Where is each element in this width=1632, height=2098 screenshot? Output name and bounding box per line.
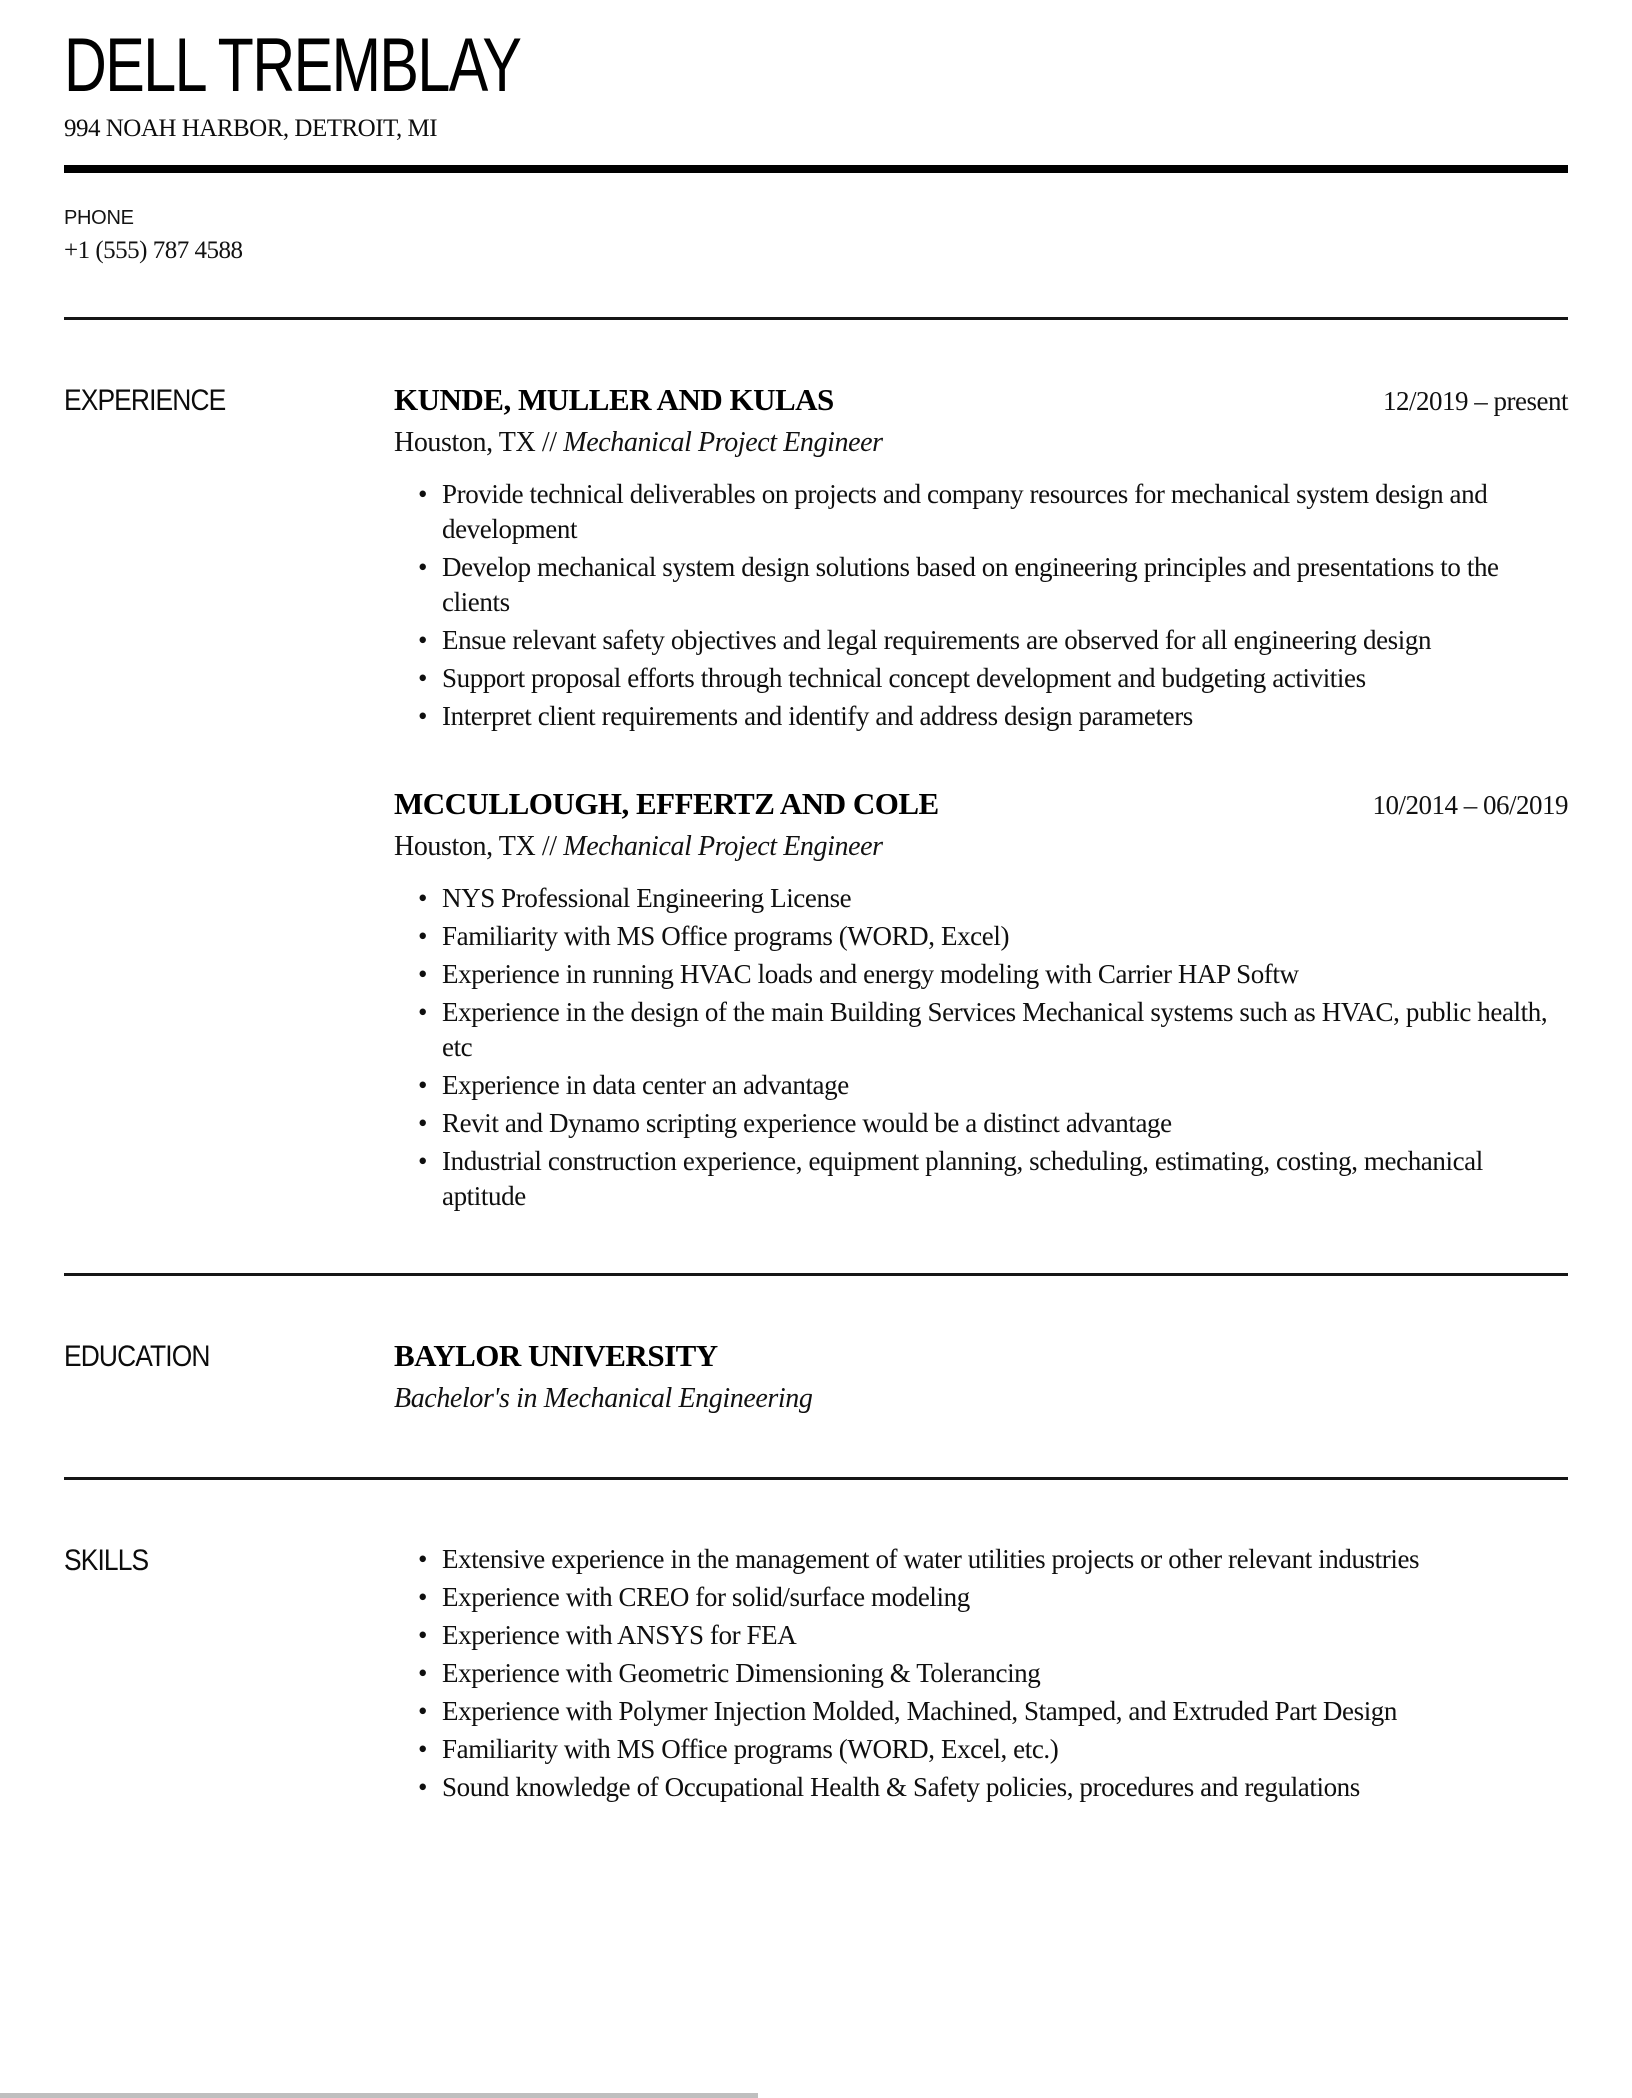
skill-item: • Experience with CREO for solid/surface modeling bbox=[394, 1580, 1568, 1615]
person-name: DELL TREMBLAY bbox=[64, 23, 521, 108]
employment-dates: 12/2019 – present bbox=[1383, 386, 1568, 417]
responsibility-item: • Develop mechanical system design solutions based on engineering principles and presentations to the clients bbox=[394, 550, 1568, 620]
page-boundary-artifact bbox=[0, 2093, 758, 2098]
education-section-label: EDUCATION bbox=[64, 1340, 210, 1374]
skill-item: • Familiarity with MS Office programs (WORD, Excel, etc.) bbox=[394, 1732, 1568, 1767]
experience-entries bbox=[394, 382, 1568, 1217]
responsibility-item: • Interpret client requirements and identify and address design parameters bbox=[394, 699, 1568, 734]
entry-header bbox=[394, 786, 1568, 822]
job-title: Mechanical Project Engineer bbox=[563, 427, 883, 459]
section-skills bbox=[64, 1480, 1568, 1808]
responsibility-item: • Industrial construction experience, equipment planning, scheduling, estimating, costing, mechanical aptitude bbox=[394, 1144, 1568, 1214]
responsibility-item: • Revit and Dynamo scripting experience would be a distinct advantage bbox=[394, 1106, 1568, 1141]
employment-dates: 10/2014 – 06/2019 bbox=[1372, 790, 1568, 821]
school-name: BAYLOR UNIVERSITY bbox=[394, 1338, 718, 1374]
responsibility-item: • Experience in the design of the main Building Services Mechanical systems such as HVAC, public health, etc bbox=[394, 995, 1568, 1065]
experience-entry bbox=[394, 786, 1568, 1214]
job-location: Houston, TX // bbox=[394, 831, 564, 863]
section-experience bbox=[64, 320, 1568, 1273]
job-location: Houston, TX // bbox=[394, 427, 564, 459]
responsibility-item: • Provide technical deliverables on projects and company resources for mechanical system design and development bbox=[394, 477, 1568, 547]
company-name: KUNDE, MULLER AND KULAS bbox=[394, 382, 834, 418]
resume-header bbox=[64, 23, 1568, 143]
company-name: MCCULLOUGH, EFFERTZ AND COLE bbox=[394, 786, 939, 822]
experience-entry bbox=[394, 382, 1568, 734]
responsibility-item: • Experience in running HVAC loads and energy modeling with Carrier HAP Softw bbox=[394, 957, 1568, 992]
responsibility-item: • Experience in data center an advantage bbox=[394, 1068, 1568, 1103]
skill-item: • Experience with Geometric Dimensioning & Tolerancing bbox=[394, 1656, 1568, 1691]
location-role-line bbox=[394, 427, 1568, 459]
skill-item: • Experience with ANSYS for FEA bbox=[394, 1618, 1568, 1653]
skills-body bbox=[394, 1542, 1568, 1808]
person-address: 994 NOAH HARBOR, DETROIT, MI bbox=[64, 115, 438, 143]
responsibility-item: • Familiarity with MS Office programs (WORD, Excel) bbox=[394, 919, 1568, 954]
responsibility-list bbox=[394, 881, 1568, 1214]
phone-label: PHONE bbox=[64, 207, 134, 230]
skill-item: • Extensive experience in the management of water utilities projects or other relevant industries bbox=[394, 1542, 1568, 1577]
entry-header bbox=[394, 382, 1568, 418]
skill-item: • Sound knowledge of Occupational Health & Safety policies, procedures and regulations bbox=[394, 1770, 1568, 1805]
education-body bbox=[394, 1338, 1568, 1415]
skill-item: • Experience with Polymer Injection Molded, Machined, Stamped, and Extruded Part Design bbox=[394, 1694, 1568, 1729]
job-title: Mechanical Project Engineer bbox=[563, 831, 883, 863]
responsibility-item: • Support proposal efforts through technical concept development and budgeting activities bbox=[394, 661, 1568, 696]
responsibility-item: • NYS Professional Engineering License bbox=[394, 881, 1568, 916]
location-role-line bbox=[394, 831, 1568, 863]
experience-section-label: EXPERIENCE bbox=[64, 384, 226, 418]
degree-name: Bachelor's in Mechanical Engineering bbox=[394, 1383, 813, 1415]
contact-block bbox=[64, 207, 1568, 265]
phone-number: +1 (555) 787 4588 bbox=[64, 237, 243, 265]
section-education bbox=[64, 1276, 1568, 1477]
skills-list bbox=[394, 1542, 1568, 1805]
skills-section-label: SKILLS bbox=[64, 1544, 149, 1578]
responsibility-list bbox=[394, 477, 1568, 734]
responsibility-item: • Ensue relevant safety objectives and legal requirements are observed for all engineering design bbox=[394, 623, 1568, 658]
header-rule bbox=[64, 165, 1568, 173]
